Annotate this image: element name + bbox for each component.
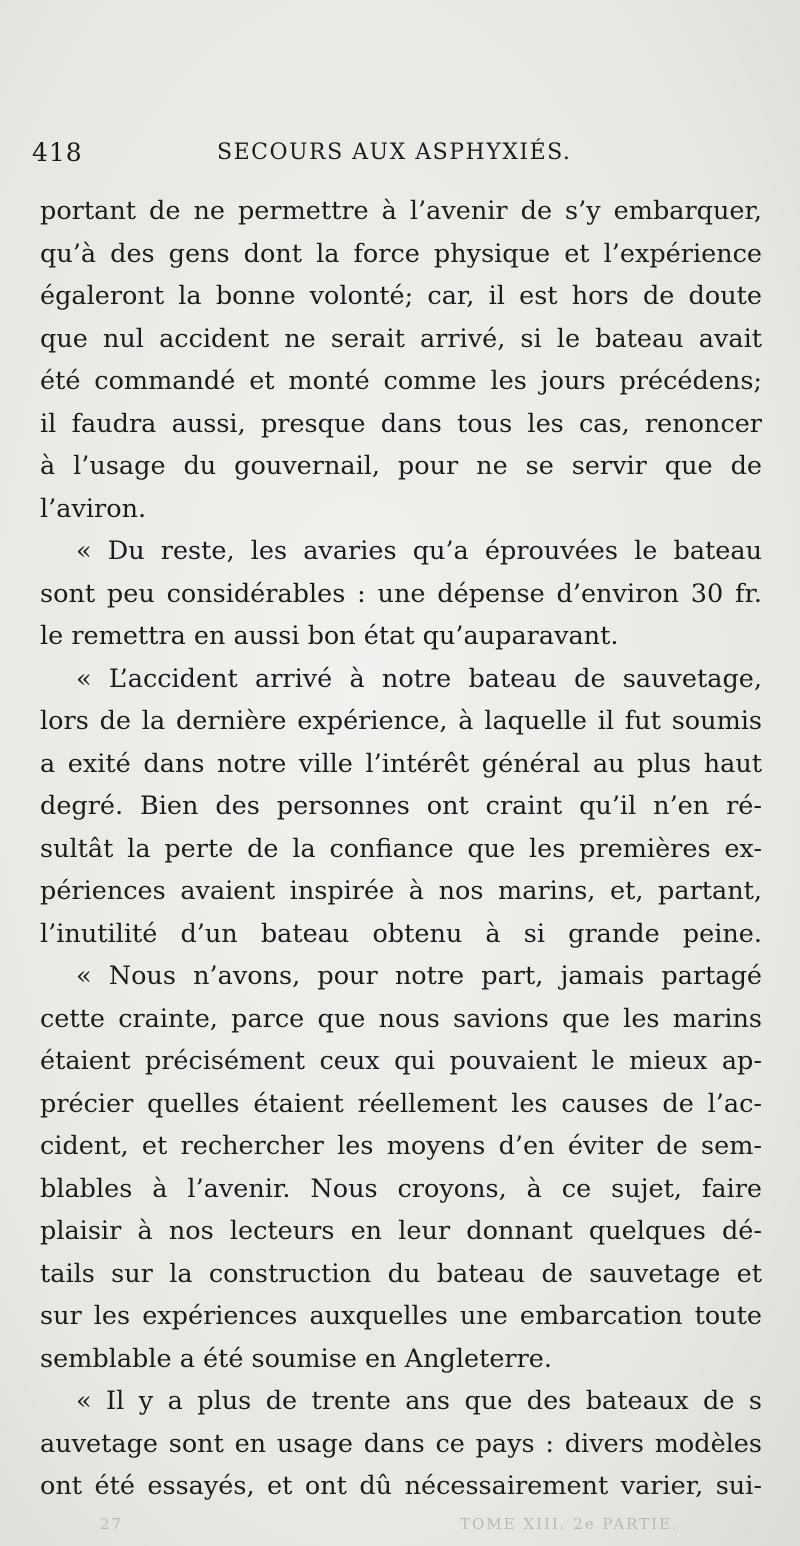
text-line: a exité dans notre ville l’intérêt général au plus haut xyxy=(40,748,762,779)
text-line: qu’à des gens dont la force physique et l’expérience xyxy=(40,238,762,269)
running-head: SECOURS AUX ASPHYXIÉS. xyxy=(217,140,572,165)
page-number: 418 xyxy=(32,138,83,167)
text-line: tails sur la construction du bateau de sauvetage et xyxy=(40,1258,762,1289)
signature-mark: 27 xyxy=(100,1515,124,1533)
text-line: été commandé et monté comme les jours précédens; xyxy=(40,366,762,396)
text-line: sur les expériences auxquelles une embarcation toute xyxy=(40,1301,762,1331)
body-text xyxy=(40,190,762,1508)
text-line: précier quelles étaient réellement les causes de l’ac- xyxy=(40,1088,762,1119)
text-line: « Il y a plus de trente ans que des bateaux de s xyxy=(76,1386,762,1416)
text-line: cette crainte, parce que nous savions que les marins xyxy=(40,1003,762,1034)
text-line: que nul accident ne serait arrivé, si le bateau avait xyxy=(40,323,762,354)
text-line: degré. Bien des personnes ont craint qu’il n’en ré- xyxy=(40,791,762,821)
text-line: auvetage sont en usage dans ce pays : divers modèles xyxy=(40,1428,762,1459)
text-line: lors de la dernière expérience, à laquelle il fut soumis xyxy=(40,706,762,736)
text-line: il faudra aussi, presque dans tous les cas, renoncer xyxy=(40,408,762,439)
text-line: l’aviron. xyxy=(40,493,147,524)
text-line: sont peu considérables : une dépense d’environ 30 fr. xyxy=(40,578,762,609)
text-line: cident, et rechercher les moyens d’en éviter de sem- xyxy=(40,1131,762,1161)
text-line: égaleront la bonne volonté; car, il est hors de doute xyxy=(40,281,762,311)
text-line: « Nous n’avons, pour notre part, jamais partagé xyxy=(76,961,762,991)
text-line: à l’usage du gouvernail, pour ne se servir que de xyxy=(40,451,762,481)
text-line: sultât la perte de la confiance que les premières ex- xyxy=(40,833,762,864)
page-footer xyxy=(80,1515,760,1539)
text-line: le remettra en aussi bon état qu’auparavant. xyxy=(40,621,619,651)
text-line: « Du reste, les avaries qu’a éprouvées le bateau xyxy=(76,536,762,566)
text-line: blables à l’avenir. Nous croyons, à ce sujet, faire xyxy=(40,1173,762,1204)
text-line: périences avaient inspirée à nos marins, et, partant, xyxy=(40,876,762,906)
text-line: « L’accident arrivé à notre bateau de sauvetage, xyxy=(76,663,762,694)
volume-signature: TOME XIII. 2e PARTIE. xyxy=(460,1515,679,1533)
text-line: portant de ne permettre à l’avenir de s’y embarquer, xyxy=(40,196,762,226)
text-line: l’inutilité d’un bateau obtenu à si grande peine. xyxy=(40,918,762,949)
text-line: plaisir à nos lecteurs en leur donnant quelques dé- xyxy=(40,1216,762,1246)
text-line: étaient précisément ceux qui pouvaient le mieux ap- xyxy=(40,1046,762,1076)
text-line: semblable a été soumise en Angleterre. xyxy=(40,1343,552,1374)
page-header xyxy=(32,138,762,178)
text-line: ont été essayés, et ont dû nécessairement varier, sui- xyxy=(40,1471,762,1501)
